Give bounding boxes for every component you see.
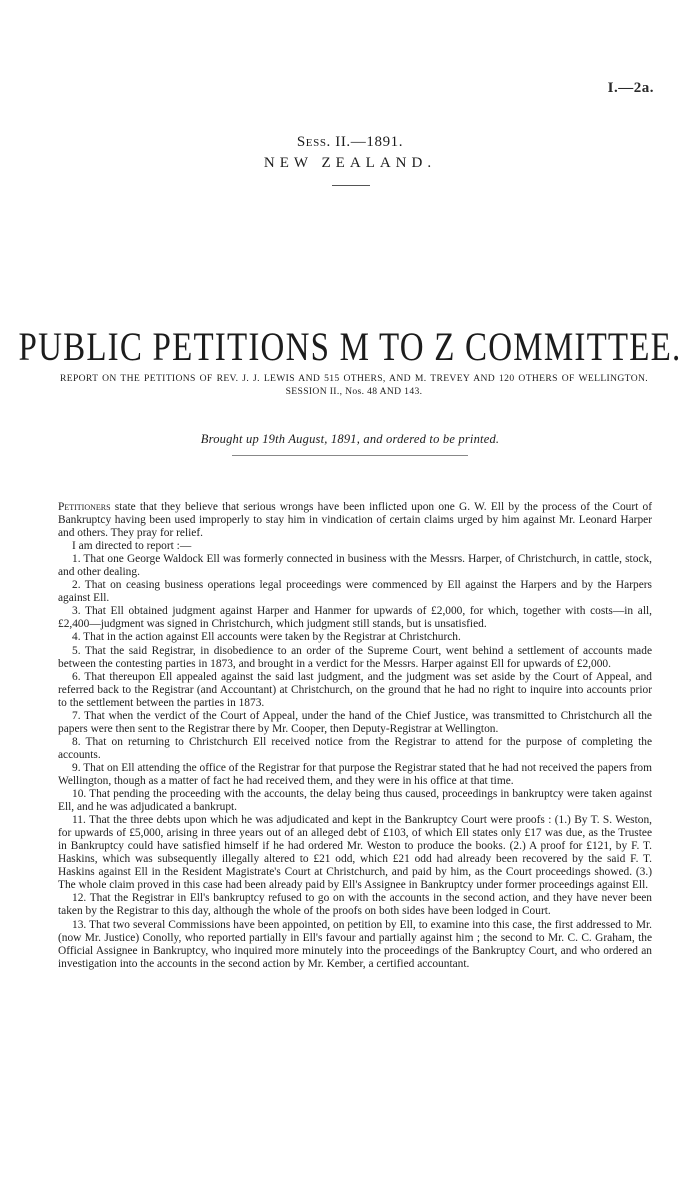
header-divider [332,185,370,186]
numbered-paragraph: 2. That on ceasing business operations legal proceedings were commenced by Ell against the Harpers and by the Harpers against Ell. [58,579,652,605]
numbered-paragraph: 11. That the three debts upon which he was adjudicated and kept in the Bankruptcy Court were proofs : (1.) By T. S. Weston, for upwards of £5,000, arising in three years out of an alleged debt of £103, of which Ell states only £17 was due, as the Trustee in Bankruptcy could have satisfied himself if he had ordered Mr. Weston to produce the books. (2.) A proof for £121, by F. T. Haskins, which was subsequently illegally altered to £21 odd, which £21 odd had already been recovered by the said F. T. Haskins against Ell in the Resident Magistrate's Court at Christchurch, and paid by him, as the Court proceedings showed. (3.) The whole claim proved in this case had been already paid by Ell's Assignee in Bankruptcy under former proceedings against Ell. [58,814,652,892]
numbered-paragraph: 13. That two several Commissions have been appointed, on petition by Ell, to examine into this case, the first addressed to Mr. (now Mr. Justice) Conolly, who reported partially in Ell's favour and partially against him ; the second to Mr. C. C. Graham, the Official Assignee in Bankruptcy, who inquired more minutely into the proceedings of the Bankruptcy Court, and who ordered an investigation into the accounts in the second action by Mr. Kember, a certified accountant. [58,918,652,970]
session-heading: Sess. II.—1891. [296,134,404,150]
intro-paragraph [58,501,652,540]
document-title: PUBLIC PETITIONS M TO Z COMMITTEE. [18,326,682,370]
numbered-paragraph: 4. That in the action against Ell accounts were taken by the Registrar at Christchurch. [72,631,461,644]
page-reference: I.—2a. [607,80,654,96]
brought-up-note: Brought up 19th August, 1891, and ordered to be printed. [200,432,500,446]
numbered-paragraph: 12. That the Registrar in Ell's bankruptcy refused to go on with the accounts in the second action, and they have never been taken by the Registrar to this day, although the whole of the proofs on both sides have been lodged in Court. [58,892,652,918]
intro-text: state that they believe that serious wrongs have been inflicted upon one G. W. Ell by the process of the Court of Bankruptcy having been used improperly to stay him in vindication of certain claims urged by him against Mr. Leonard Harper and others. They pray for relief. [58,501,652,540]
numbered-paragraph: 3. That Ell obtained judgment against Harper and Hanmer for upwards of £2,000, for which, together with costs—in all, £2,400—judgment was signed in Christchurch, which judgment still stands, but is unsatisfied. [58,605,652,631]
report-body [58,501,652,971]
country-heading: NEW ZEALAND. [263,155,437,171]
numbered-paragraph: 5. That the said Registrar, in disobedience to an order of the Supreme Court, went behind a settlement of accounts made between the contesting parties in 1873, and brought in a verdict for the Messrs. Harper against Ell for upwards of £2,000. [58,644,652,670]
numbered-paragraph: 9. That on Ell attending the office of the Registrar for that purpose the Registrar stated that he had not received the papers from Wellington, though as a matter of fact he had received them, and they were in his office at that time. [58,761,652,787]
numbered-paragraph: 7. That when the verdict of the Court of Appeal, under the hand of the Chief Justice, was transmitted to Christchurch all the papers were then sent to the Registrar there by Mr. Cooper, then Deputy-Registrar at Wellington. [58,709,652,735]
numbered-paragraph: 10. That pending the proceeding with the accounts, the delay being thus caused, proceedings in bankruptcy were taken against Ell, and he was adjudicated a bankrupt. [58,788,652,814]
numbered-paragraph: 6. That thereupon Ell appealed against the said last judgment, and the judgment was set aside by the Court of Appeal, and referred back to the Registrar (and Accountant) at Christchurch, on the ground that he had no right to inquire into accounts prior to the settlement between the parties in 1873. [58,670,652,709]
report-subtitle: REPORT ON THE PETITIONS OF REV. J. J. LEWIS AND 515 OTHERS, AND M. TREVEY AND 120 OTHERS OF WELLINGTON. SESSION II., Nos. 48 AND 143. [60,373,648,397]
intro-lead-word: Petitioners [58,501,111,513]
section-divider [232,455,468,456]
numbered-paragraph: 1. That one George Waldock Ell was formerly connected in business with the Messrs. Harper, of Christchurch, in cattle, stock, and other dealing. [58,553,652,579]
directed-line: I am directed to report :— [72,540,192,553]
numbered-paragraph: 8. That on returning to Christchurch Ell received notice from the Registrar to attend for the purpose of completing the accounts. [58,735,652,761]
